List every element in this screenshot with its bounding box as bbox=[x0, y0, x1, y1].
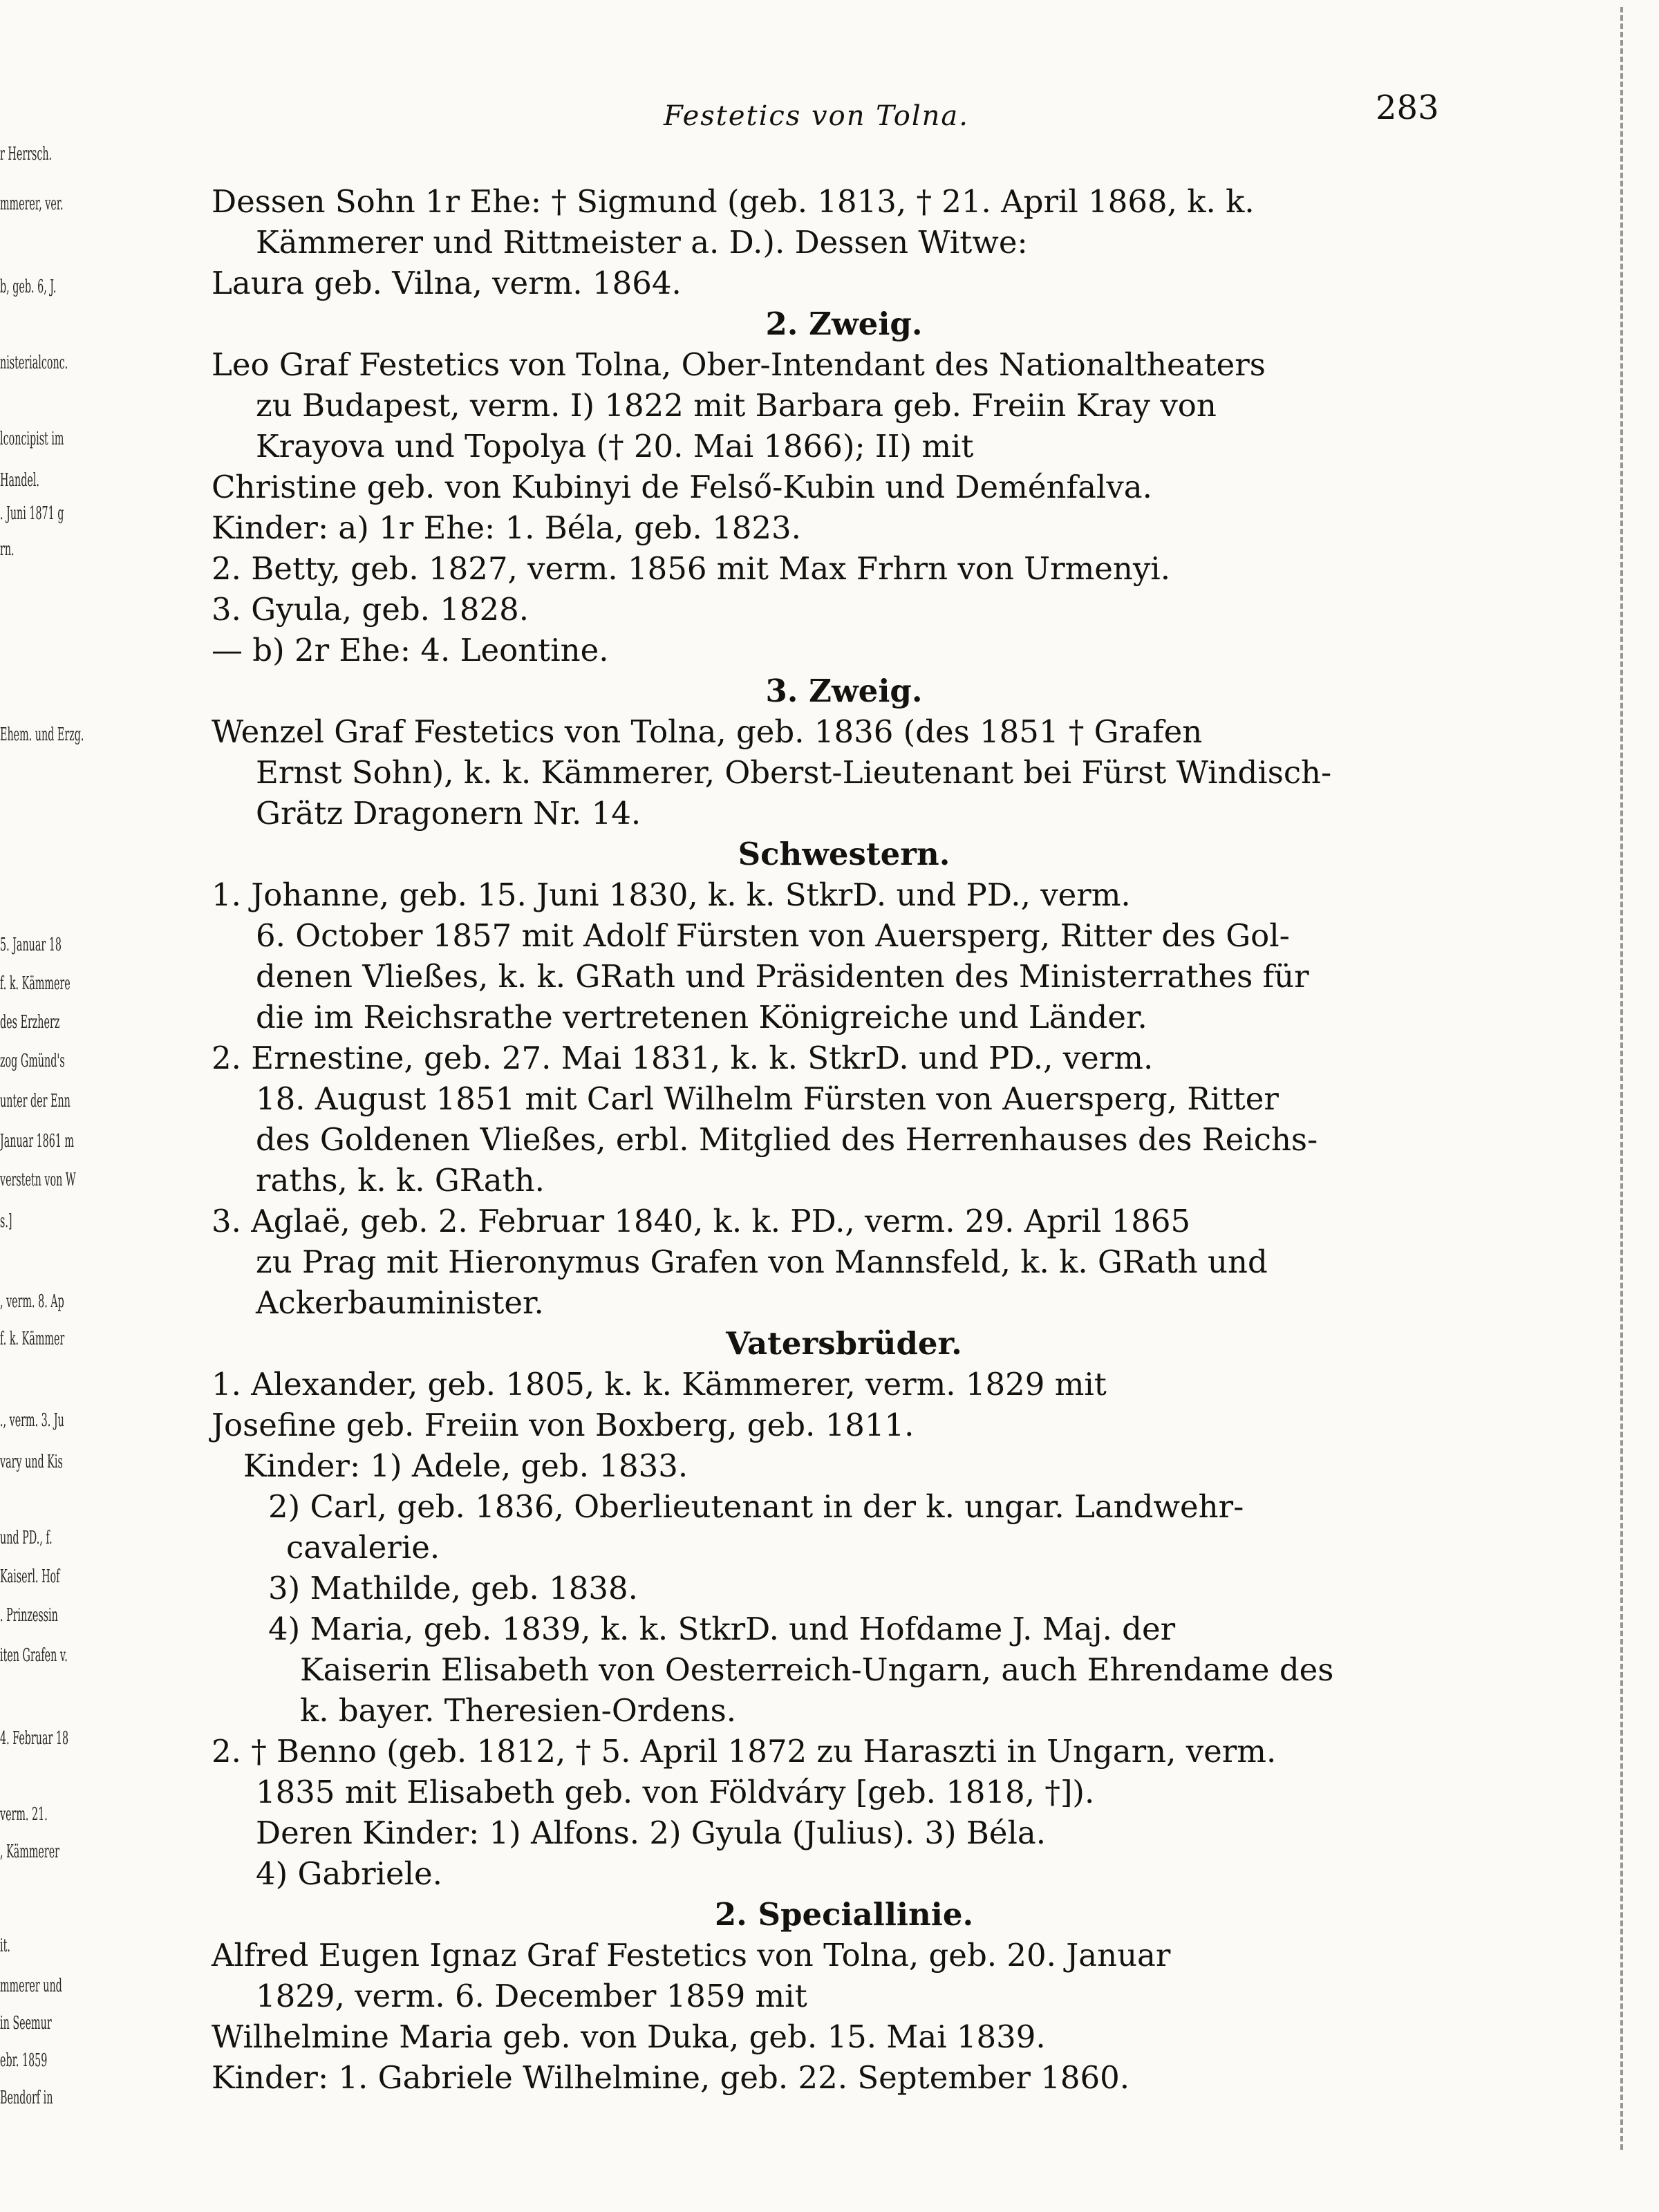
text-line: 1. Johanne, geb. 15. Juni 1830, k. k. StkrD. und PD., verm. bbox=[212, 877, 1131, 913]
edge-fragment: 4. Februar 18 bbox=[0, 1728, 69, 1749]
edge-fragment: mmerer, ver. bbox=[0, 194, 64, 214]
edge-fragment: 5. Januar 18 bbox=[0, 935, 62, 955]
edge-fragment: Bendorf in bbox=[0, 2088, 53, 2108]
text-line: des Goldenen Vließes, erbl. Mitglied des Herrenhauses des Reichs- bbox=[256, 1121, 1318, 1158]
edge-fragment: rn. bbox=[0, 539, 15, 560]
edge-fragment: b, geb. 6, J. bbox=[0, 276, 57, 297]
text-line: Krayova und Topolya († 20. Mai 1866); II) mit bbox=[256, 428, 974, 465]
text-line: 1835 mit Elisabeth geb. von Földváry [geb. 1818, †]). bbox=[256, 1774, 1095, 1810]
edge-fragment: ebr. 1859 bbox=[0, 2050, 48, 2071]
edge-fragment: unter der Enn bbox=[0, 1091, 71, 1112]
text-line: 6. October 1857 mit Adolf Fürsten von Auersperg, Ritter des Gol- bbox=[256, 917, 1290, 954]
text-line: raths, k. k. GRath. bbox=[256, 1162, 545, 1199]
text-line: 3. Aglaë, geb. 2. Februar 1840, k. k. PD., verm. 29. April 1865 bbox=[212, 1203, 1191, 1239]
edge-fragment: verm. 21. bbox=[0, 1804, 48, 1825]
text-line: zu Prag mit Hieronymus Grafen von Mannsfeld, k. k. GRath und bbox=[256, 1244, 1268, 1280]
text-line: Wenzel Graf Festetics von Tolna, geb. 1836 (des 1851 † Grafen bbox=[212, 713, 1203, 750]
text-line: 3) Mathilde, geb. 1838. bbox=[268, 1570, 638, 1606]
text-line: k. bayer. Theresien-Ordens. bbox=[300, 1692, 737, 1729]
edge-fragment: r Herrsch. bbox=[0, 144, 53, 165]
edge-fragment: und PD., f. bbox=[0, 1528, 53, 1548]
text-line: 2) Carl, geb. 1836, Oberlieutenant in der k. ungar. Landwehr- bbox=[268, 1488, 1244, 1525]
text-line: 3. Gyula, geb. 1828. bbox=[212, 591, 529, 628]
text-line: Kinder: a) 1r Ehe: 1. Béla, geb. 1823. bbox=[212, 509, 801, 546]
text-line: Laura geb. Vilna, verm. 1864. bbox=[212, 265, 682, 301]
text-line: Kämmerer und Rittmeister a. D.). Dessen Witwe: bbox=[256, 224, 1028, 261]
text-line: die im Reichsrathe vertretenen Königreiche und Länder. bbox=[256, 999, 1147, 1035]
text-line: 1829, verm. 6. December 1859 mit bbox=[256, 1978, 807, 2014]
edge-fragment: Ehem. und Erzg. bbox=[0, 724, 84, 745]
edge-fragment: nisterialconc. bbox=[0, 353, 68, 373]
section-heading: 3. Zweig. bbox=[765, 673, 923, 709]
binding-edge-line bbox=[1620, 7, 1626, 2150]
edge-fragment: in Seemur bbox=[0, 2013, 52, 2034]
edge-fragment: Kaiserl. Hof bbox=[0, 1566, 60, 1587]
text-line: Deren Kinder: 1) Alfons. 2) Gyula (Julius). 3) Béla. bbox=[256, 1815, 1047, 1851]
page-number: 283 bbox=[1376, 88, 1439, 127]
edge-fragment: , verm. 8. Ap bbox=[0, 1291, 64, 1312]
edge-fragment: f. k. Kämmere bbox=[0, 973, 71, 994]
text-line: Ackerbauminister. bbox=[256, 1284, 544, 1321]
section-heading: 2. Speciallinie. bbox=[714, 1896, 974, 1933]
subsection-heading: Vatersbrüder. bbox=[726, 1325, 962, 1362]
edge-fragment: zog Gmünd's bbox=[0, 1051, 65, 1071]
edge-fragment: s.] bbox=[0, 1211, 12, 1232]
edge-fragment: iten Grafen v. bbox=[0, 1645, 68, 1666]
text-line: Grätz Dragonern Nr. 14. bbox=[256, 795, 641, 832]
text-line: 4) Gabriele. bbox=[256, 1855, 442, 1892]
text-line: 2. Ernestine, geb. 27. Mai 1831, k. k. StkrD. und PD., verm. bbox=[212, 1040, 1154, 1076]
text-line: Dessen Sohn 1r Ehe: † Sigmund (geb. 1813, † 21. April 1868, k. k. bbox=[212, 183, 1255, 220]
edge-fragment: verstetn von W bbox=[0, 1170, 76, 1190]
text-line: Wilhelmine Maria geb. von Duka, geb. 15. Mai 1839. bbox=[212, 2018, 1046, 2055]
edge-fragment: lconcipist im bbox=[0, 429, 64, 449]
adjacent-page-edge bbox=[0, 0, 104, 2212]
edge-fragment: mmerer und bbox=[0, 1976, 62, 1996]
edge-fragment: . Prinzessin bbox=[0, 1605, 58, 1626]
text-line: Leo Graf Festetics von Tolna, Ober-Intendant des Nationaltheaters bbox=[212, 346, 1266, 383]
text-line: 1. Alexander, geb. 1805, k. k. Kämmerer, verm. 1829 mit bbox=[212, 1366, 1107, 1403]
edge-fragment: vary und Kis bbox=[0, 1452, 63, 1472]
edge-fragment: Handel. bbox=[0, 470, 39, 491]
text-line: — b) 2r Ehe: 4. Leontine. bbox=[212, 632, 609, 668]
text-line: 2. † Benno (geb. 1812, † 5. April 1872 zu Haraszti in Ungarn, verm. bbox=[212, 1733, 1277, 1770]
text-line: Christine geb. von Kubinyi de Felső-Kubin und Deménfalva. bbox=[212, 469, 1152, 505]
text-line: Kinder: 1) Adele, geb. 1833. bbox=[243, 1447, 688, 1484]
edge-fragment: . Juni 1871 g bbox=[0, 503, 64, 524]
text-line: Josefine geb. Freiin von Boxberg, geb. 1811. bbox=[212, 1407, 915, 1443]
text-line: 18. August 1851 mit Carl Wilhelm Fürsten von Auersperg, Ritter bbox=[256, 1080, 1279, 1117]
running-head: Festetics von Tolna. bbox=[664, 100, 969, 132]
text-line: denen Vließes, k. k. GRath und Präsidenten des Ministerrathes für bbox=[256, 958, 1309, 995]
text-line: Kinder: 1. Gabriele Wilhelmine, geb. 22. September 1860. bbox=[212, 2059, 1130, 2096]
text-line: zu Budapest, verm. I) 1822 mit Barbara geb. Freiin Kray von bbox=[256, 387, 1217, 424]
section-heading: 2. Zweig. bbox=[765, 306, 923, 342]
edge-fragment: , Kämmerer bbox=[0, 1841, 60, 1862]
subsection-heading: Schwestern. bbox=[738, 836, 950, 872]
text-line: Ernst Sohn), k. k. Kämmerer, Oberst-Lieutenant bei Fürst Windisch- bbox=[256, 754, 1332, 791]
genealogy-text bbox=[212, 181, 1477, 2098]
edge-fragment: f. k. Kämmer bbox=[0, 1329, 65, 1349]
text-line: Kaiserin Elisabeth von Oesterreich-Ungarn, auch Ehrendame des bbox=[300, 1651, 1334, 1688]
edge-fragment: Januar 1861 m bbox=[0, 1131, 75, 1152]
edge-fragment: des Erzherz bbox=[0, 1012, 60, 1033]
text-line: Alfred Eugen Ignaz Graf Festetics von Tolna, geb. 20. Januar bbox=[212, 1937, 1171, 1974]
edge-fragment: it. bbox=[0, 1936, 10, 1956]
edge-fragment: ., verm. 3. Ju bbox=[0, 1410, 64, 1431]
text-line: cavalerie. bbox=[286, 1529, 440, 1566]
text-line: 4) Maria, geb. 1839, k. k. StkrD. und Hofdame J. Maj. der bbox=[268, 1611, 1176, 1647]
text-line: 2. Betty, geb. 1827, verm. 1856 mit Max Frhrn von Urmenyi. bbox=[212, 550, 1171, 587]
